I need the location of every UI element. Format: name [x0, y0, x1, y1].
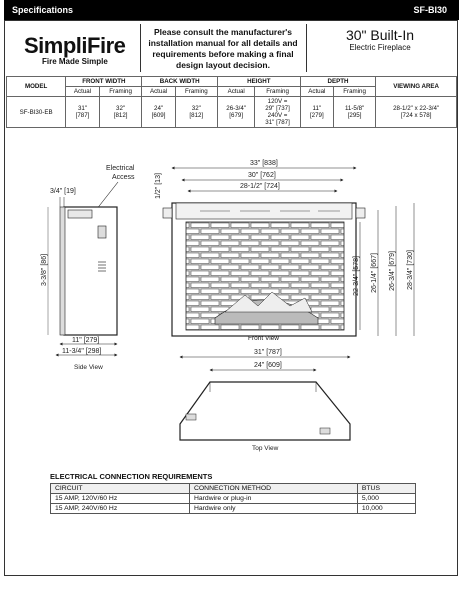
brand-name-a: Simpli: [24, 33, 88, 58]
table-row: [51, 504, 416, 514]
side-view: [41, 165, 135, 371]
header-title: Specifications: [12, 5, 74, 15]
table-cell: Hardwire or plug-in: [189, 494, 357, 504]
table-row: [51, 494, 416, 504]
front-dim-w3: 28-1/2" [724]: [240, 183, 280, 190]
col-circuit: CIRCUIT: [51, 484, 190, 494]
subheader: Actual: [142, 87, 175, 97]
electrical-access-label: Electrical: [106, 165, 135, 172]
col-model: MODEL: [7, 77, 66, 97]
subheader: Actual: [66, 87, 100, 97]
table-cell: 15 AMP, 120V/60 Hz: [51, 494, 190, 504]
side-view-caption: Side View: [74, 364, 103, 371]
table-cell: 15 AMP, 240V/60 Hz: [51, 504, 190, 514]
brand-tagline: Fire Made Simple: [42, 57, 108, 66]
table-cell: 26-3/4" [679]: [217, 97, 254, 128]
col-connection: CONNECTION METHOD: [189, 484, 357, 494]
subheader: Framing: [175, 87, 217, 97]
table-cell: 10,000: [357, 504, 415, 514]
table-cell: 31" [787]: [66, 97, 100, 128]
top-dim-w2: 24" [609]: [254, 362, 282, 369]
front-dim-w2: 30" [762]: [248, 172, 276, 179]
subheader: Framing: [255, 87, 300, 97]
table-cell: Hardwire only: [189, 504, 357, 514]
side-dim-mid: 3-3/8" [86]: [41, 253, 48, 287]
table-cell: 5,000: [357, 494, 415, 504]
col-viewing-area: VIEWING AREA: [376, 77, 457, 97]
top-view: [180, 349, 350, 452]
front-dim-h4: 28-3/4" [730]: [407, 250, 414, 290]
front-dim-h2: 26-1/4" [667]: [371, 253, 378, 293]
header-model: SF-BI30: [413, 5, 447, 15]
electrical-title: ELECTRICAL CONNECTION REQUIREMENTS: [50, 472, 213, 481]
front-dim-w1: 33" [838]: [250, 160, 278, 167]
subheader: Framing: [333, 87, 375, 97]
cell-viewing: 28-1/2" x 22-3/4" [724 x 578]: [376, 97, 457, 128]
top-view-caption: Top View: [252, 445, 279, 452]
col-height: HEIGHT: [217, 77, 300, 87]
subheader: Actual: [217, 87, 254, 97]
table-cell: 24" [609]: [142, 97, 175, 128]
front-dim-h3: 26-3/4" [679]: [389, 251, 396, 291]
product-subtitle: Electric Fireplace: [349, 43, 411, 52]
col-front-width: FRONT WIDTH: [66, 77, 142, 87]
side-dim-top: 3/4" [19]: [50, 188, 76, 195]
front-dim-small: 1/2" [13]: [155, 173, 162, 199]
table-cell: 32" [812]: [175, 97, 217, 128]
subheader: Actual: [300, 87, 333, 97]
top-dim-w1: 31" [787]: [254, 349, 282, 356]
cell-model: SF-BI30-EB: [7, 97, 66, 128]
table-cell: 32" [812]: [99, 97, 142, 128]
side-dim-depth: 11" [279]: [72, 337, 100, 344]
electrical-access-label: Access: [112, 174, 135, 181]
side-dim-total: 11-3/4" [298]: [62, 348, 102, 355]
col-depth: DEPTH: [300, 77, 376, 87]
product-title: 30" Built-In: [345, 27, 414, 43]
table-cell: 11-5/8" [295]: [333, 97, 375, 128]
subheader: Framing: [99, 87, 142, 97]
electrical-table: [50, 483, 416, 514]
brand-name-b: Fire: [87, 33, 126, 58]
front-view: [155, 160, 414, 342]
col-btus: BTUS: [357, 484, 415, 494]
front-view-caption: Front View: [248, 335, 279, 342]
table-cell: 120V = 29" [737] 240V = 31" [787]: [255, 97, 300, 128]
install-notice: Please consult the manufacturer's installation manual for all details and requirements before making a final design layout decision.: [148, 27, 298, 70]
front-dim-h1: 22-3/4" [578]: [353, 256, 360, 296]
table-cell: 11" [279]: [300, 97, 333, 128]
col-back-width: BACK WIDTH: [142, 77, 218, 87]
